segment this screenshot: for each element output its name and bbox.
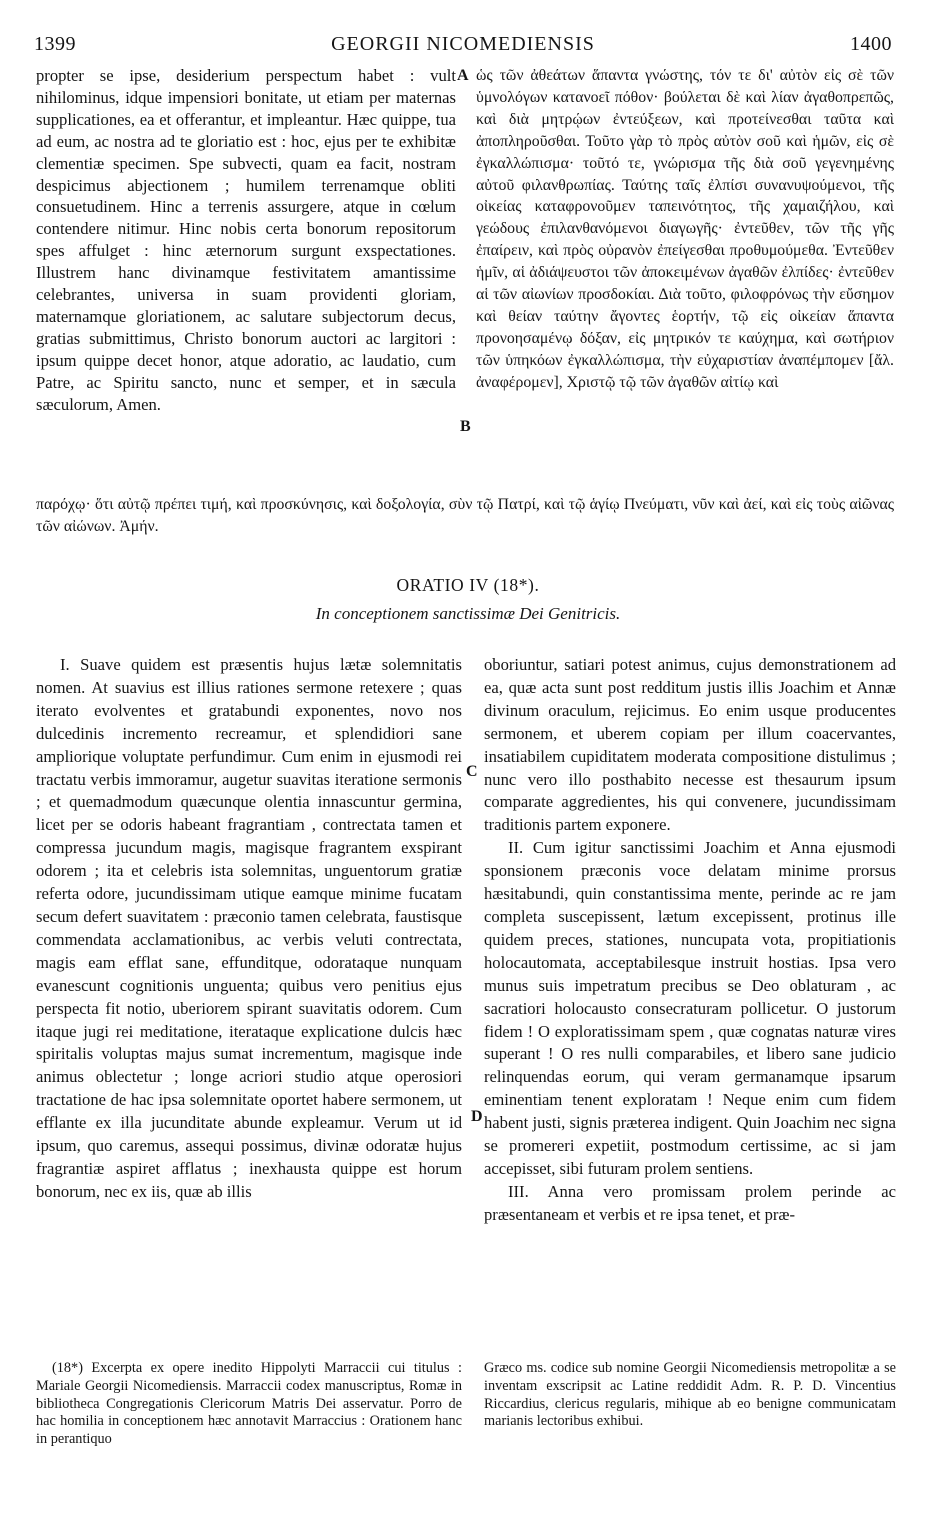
latin-column-right bbox=[484, 654, 896, 1227]
page-number-right: 1400 bbox=[850, 33, 892, 55]
oration-subtitle: In conceptionem sanctissimæ Dei Genitricis. bbox=[315, 604, 621, 623]
page-header bbox=[34, 33, 892, 63]
continued-paragraph: oboriuntur, satiari potest animus, cujus demonstrationem ad ea, quæ acta sunt post redditum justis illis Joachim et Annæ divinum oraculum, rejicimus. Eo enim usque producentes sermonem, et uberem copiam per illum coacervantes, insatiabilem cupiditatem moderata compositione distulimus ; nunc vero illo posthabito necesse est thesaurum ipsum comparate aggredientes, his qui convenere, jucundissimam traditionis partem exponere. bbox=[484, 655, 896, 835]
latin-column-top bbox=[36, 65, 456, 416]
margin-letter-a: A bbox=[457, 67, 469, 84]
running-title: GEORGII NICOMEDIENSIS bbox=[331, 33, 595, 55]
greek-column-top bbox=[476, 65, 894, 394]
latin-paragraph: propter se ipse, desiderium perspectum habet : vult nihilominus, idque impensiori bonitate, ut etiam per maternas supplicationes, ea et offerantur, et impleantur. Hæc quippe, tua ad eum, ac nostra ad te gloriatio est : hoc, ejus per te exhibitæ clementiæ specimen. Spe subvecti, quam ea facit, nostram despicimus abjectionem ; humilem terrenamque obliti consuetudinem. Hinc a terrenis assurgere, atque in cœlum contendere nitimur. Hinc nobis certa bonorum repositorum spes affulget : hinc æternorum surgunt exspectationes. Illustrem hanc divinamque festivitatem amantissime celebrantes, universa in suam providenti gloriam, maternamque gloriationem, ac salutare subjectorum decus, gratias submittimus, Christo bonorum auctori ac largitori : ipsum quippe decet honor, atque adoratio, ac laudatio, cum Patre, ac Spiritu sancto, nunc et semper, et in sæcula sæculorum, Amen. bbox=[36, 66, 456, 414]
footnote-left bbox=[36, 1360, 462, 1449]
margin-letter-c: C bbox=[466, 763, 478, 780]
greek-paragraph: ὡς τῶν ἀθεάτων ἅπαντα γνώστης, τόν τε δι' αὐτὸν εἰς σὲ τῶν ὑμνολόγων κατανοεῖ πόθον· βούλεται δὲ καὶ λίαν ἀγαθοπρεπῶς, καὶ διὰ μητρῴων ἐντεύξεων, καὶ προτείνεσθαι ταῦτα καὶ ἀποπληροῦσθαι. Τοῦτο γὰρ τὸ πρὸς αὐτὸν σοῦ καὶ ἡμῶν, εἰς σὲ ἐγκαλλώπισμα· τοῦτό τε, γνώρισμα τῆς διὰ σοῦ γεγενημένης αὐτοῦ φιλανθρωπίας. Ταύτης ταῖς ἐλπίσι συνανυψούμενοι, τῆς οἰκείας καταφρονοῦμεν ταπεινότητος, τῆς χαμαιζήλου, καὶ γεώδους ἐπιλανθανόμενοι διαγωγῆς· ἐντεῦθεν, τῶν τῆς γῆς ἐπαίρειν, καὶ πρὸς οὐρανὸν ἐπείγεσθαι προθυμούμεθα. Ἐντεῦθεν ἡμῖν, αἱ ἀδιάψευστοι τῶν ἀποκειμένων ἀγαθῶν ἐλπίδες· ἐντεῦθεν αἱ τῶν αἰωνίων προσδοκίαι. Διὰ τοῦτο, φιλοφρόνως τὴν εὔσημον καὶ θείαν ταύτην ἄγοντες ἑορτήν, τῷ εἰς οἰκείαν ἅπαντα προνοησαμένῳ δόξαν, εἰς μητρικόν τε καύχημα, καὶ σωτήριον τῶν ὑπηκόων ἐγκαλλώπισμα, τὴν εὐχαριστίαν ἀναπέμπομεν [ἄλ. ἀναφέρομεν], Χριστῷ τῷ τῶν ἀγαθῶν αἰτίῳ καὶ bbox=[476, 67, 894, 391]
margin-letter-d: D bbox=[471, 1108, 483, 1125]
latin-column-left bbox=[36, 654, 462, 1204]
footnote-right bbox=[484, 1360, 896, 1431]
footnote-text: (18*) Excerpta ex opere inedito Hippolyti Marraccii cui titulus : Mariale Georgii Nicomediensis. Marraccii codex manuscriptus, Romæ in bibliotheca Congregationis Clericorum Matris Dei asservatur. Porro de hac homilia in conceptionem hæc annotavit Marraccius : Orationem hanc in perantiquo bbox=[36, 1360, 462, 1448]
section-paragraph: II. Cum igitur sanctissimi Joachim et Anna ejusmodi sponsionem præconis voce delatam minime prorsus hæsitabundi, quin constantissima mente, perinde ac re jam completa suscepissent, lætum excepissent, protinus ille quidem preces, stationes, nuncupata vota, propitiationis holocautomata, acceptabilesque instruit hostias. Ipsa vero munus suis impetratum precibus se Deo oblaturam , ac sacratiori holocausto consecraturam pollicetur. O justorum fidem ! O exploratissimam spem , quæ cognatas naturæ vires superant ! O res nulli comparabiles, et libero sane judicio relinquendas eorum, qui veram germanamque ipsarum eminentiam tenent exploratam ! Neque enim cum fidem habent justi, signis præterea indigent. Quin Joachim nec signa se promereri expetiit, postmodum certissime, ac si jam accepisset, sibi futuram prolem sentiens. bbox=[484, 838, 896, 1178]
margin-letter-b: B bbox=[460, 418, 471, 435]
section-paragraph: III. Anna vero promissam prolem perinde ac præsentaneam et verbis et re ipsa tenet, et præ- bbox=[484, 1181, 896, 1224]
page-number-left: 1399 bbox=[34, 33, 76, 55]
greek-paragraph-end: παρόχῳ· ὅτι αὐτῷ πρέπει τιμή, καὶ προσκύνησις, καὶ δοξολογία, σὺν τῷ Πατρί, καὶ τῷ ἁγίῳ Πνεύματι, νῦν καὶ ἀεί, καὶ εἰς τοὺς αἰῶνας τῶν αἰώνων. Ἀμήν. bbox=[36, 496, 894, 535]
greek-full-width-ending bbox=[36, 494, 894, 538]
oration-title: ORATIO IV (18*). bbox=[396, 575, 540, 595]
footnote-text: Græco ms. codice sub nomine Georgii Nicomediensis metropolitæ a se inventam exscripsit ac Latine reddidit Adm. R. P. D. Vincentius Riccardius, clericus regularis, mihique ab eo benigne communicatam marianis lectoribus exhibui. bbox=[484, 1360, 896, 1430]
section-paragraph: I. Suave quidem est præsentis hujus lætæ solemnitatis nomen. At suavius est illius rationes sermone retexere ; quas iterato evolventes et gratabundi exponentes, novo nos dulcedinis incremento recreamur, et splendidiori sane ampliorique voluptate perfundimur. Cum enim in ejusmodi rei tractatu verbis immoramur, augetur suavitas iteratione sermonis ; et quemadmodum quæcunque olentia innascuntur germina, licet per se odoris habeant fragrantiam , contrectata tamen et compressa jucundum magis, magisque fragrantem exspirant odorem ; ita et celebris ista solemnitas, unguentorum gratiæ referta odore, jucundissimam utique eamque minime fucatam secum defert suavitatem : præconio tamen celebrata, faustisque commendata acclamationibus, ac verbis veluti contrectata, magis eam efflat sane, effunditque, odorataque nunquam evanescunt cognitionis unguenta; quibus vero penitius ejus perspecta fit notio, uberiorem spirant suavitatis odorem. Cum itaque jugi rei meditatione, iterataque explicatione dulcis hæc spiritalis voluptas majus sumat incrementum, magisque inde animus oblectetur ; longe acriori studio atque operosiori tractatione de hac ipsa solemnitate oportet habere sermonem, ut efflante ex illa jucunditate abunde expleamur. Verum ut id ipsum, quo caremus, assequi possimus, divinæ odoratæ hujus fragrantiæ aspiret afflatus ; inexhausta quippe est horum bonorum, nec ex iis, quæ ab illis bbox=[36, 655, 462, 1201]
